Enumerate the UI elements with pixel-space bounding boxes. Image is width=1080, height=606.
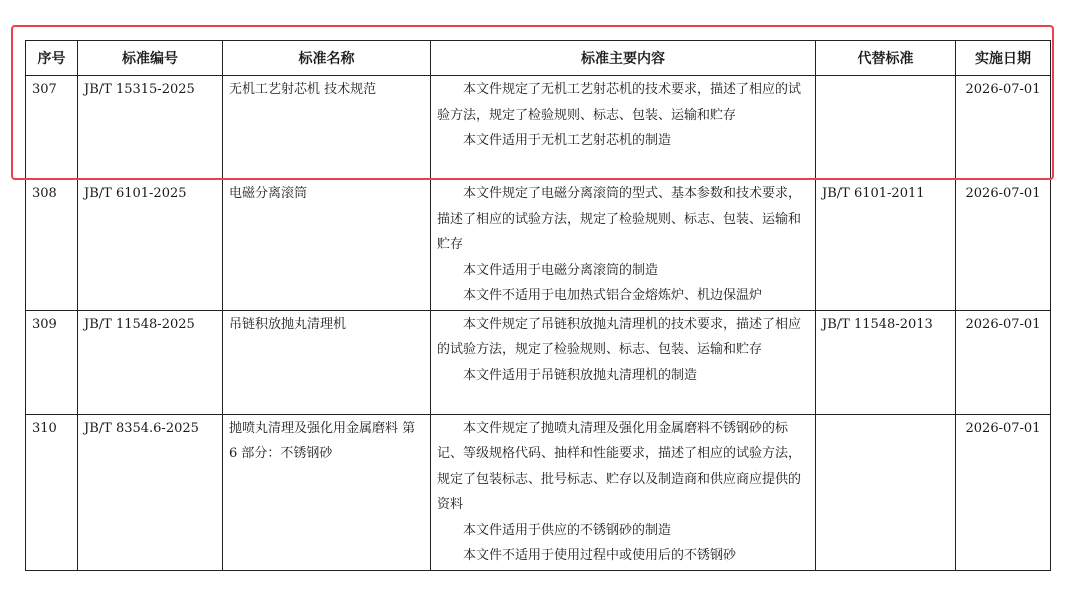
- cell-name: 吊链积放抛丸清理机: [223, 310, 431, 414]
- cell-code: JB/T 15315-2025: [78, 76, 223, 180]
- content-paragraph: 本文件规定了无机工艺射芯机的技术要求，描述了相应的试验方法，规定了检验规则、标志、包装、运输和贮存: [437, 82, 802, 123]
- cell-serial: 307: [26, 76, 78, 180]
- cell-name: 无机工艺射芯机 技术规范: [223, 76, 431, 180]
- cell-content: [431, 414, 816, 570]
- cell-replaces: [816, 414, 956, 570]
- cell-name: 电磁分离滚筒: [223, 180, 431, 311]
- header-serial: 序号: [26, 41, 78, 76]
- table-row: [26, 180, 1051, 311]
- content-paragraph: 本文件规定了电磁分离滚筒的型式、基本参数和技术要求，描述了相应的试验方法，规定了检验规则、标志、包装、运输和贮存: [437, 186, 802, 252]
- cell-date: 2026-07-01: [956, 180, 1051, 311]
- cell-serial: 308: [26, 180, 78, 311]
- content-paragraph: 本文件适用于供应的不锈钢砂的制造: [463, 522, 672, 538]
- header-standard-code: 标准编号: [78, 41, 223, 76]
- cell-date: 2026-07-01: [956, 76, 1051, 180]
- header-standard-name: 标准名称: [223, 41, 431, 76]
- content-paragraph: 本文件适用于无机工艺射芯机的制造: [463, 133, 672, 148]
- content-paragraph: 本文件不适用于使用过程中或使用后的不锈钢砂: [463, 548, 737, 563]
- header-effective-date: 实施日期: [956, 41, 1051, 76]
- table-row: [26, 310, 1051, 414]
- header-replaced-standard: 代替标准: [816, 41, 956, 76]
- cell-code: JB/T 11548-2025: [78, 310, 223, 414]
- cell-content: [431, 76, 816, 180]
- standards-table: [25, 40, 1051, 571]
- cell-code: JB/T 8354.6-2025: [78, 414, 223, 570]
- cell-content: [431, 310, 816, 414]
- content-paragraph: 本文件不适用于电加热式铝合金熔炼炉、机边保温炉: [463, 288, 763, 303]
- content-paragraph: 本文件规定了抛喷丸清理及强化用金属磨料不锈钢砂的标记、等级规格代码、抽样和性能要求，描述了相应的试验方法，规定了包装标志、批号标志、贮存以及制造商和供应商应提供的资料: [437, 420, 802, 512]
- table-header-row: [26, 41, 1051, 76]
- content-paragraph: 本文件规定了吊链积放抛丸清理机的技术要求，描述了相应的试验方法，规定了检验规则、标志、包装、运输和贮存: [437, 316, 802, 357]
- cell-replaces: [816, 76, 956, 180]
- header-main-content: 标准主要内容: [431, 41, 816, 76]
- cell-date: 2026-07-01: [956, 310, 1051, 414]
- cell-code: JB/T 6101-2025: [78, 180, 223, 311]
- table-row: [26, 414, 1051, 570]
- table-row: [26, 76, 1051, 180]
- cell-serial: 309: [26, 310, 78, 414]
- cell-content: [431, 180, 816, 311]
- cell-serial: 310: [26, 414, 78, 570]
- content-paragraph: 本文件适用于吊链积放抛丸清理机的制造: [463, 367, 698, 383]
- cell-name: 抛喷丸清理及强化用金属磨料 第 6 部分：不锈钢砂: [223, 414, 431, 570]
- cell-date: 2026-07-01: [956, 414, 1051, 570]
- cell-replaces: JB/T 11548-2013: [816, 310, 956, 414]
- content-paragraph: 本文件适用于电磁分离滚筒的制造: [463, 262, 659, 278]
- cell-replaces: JB/T 6101-2011: [816, 180, 956, 311]
